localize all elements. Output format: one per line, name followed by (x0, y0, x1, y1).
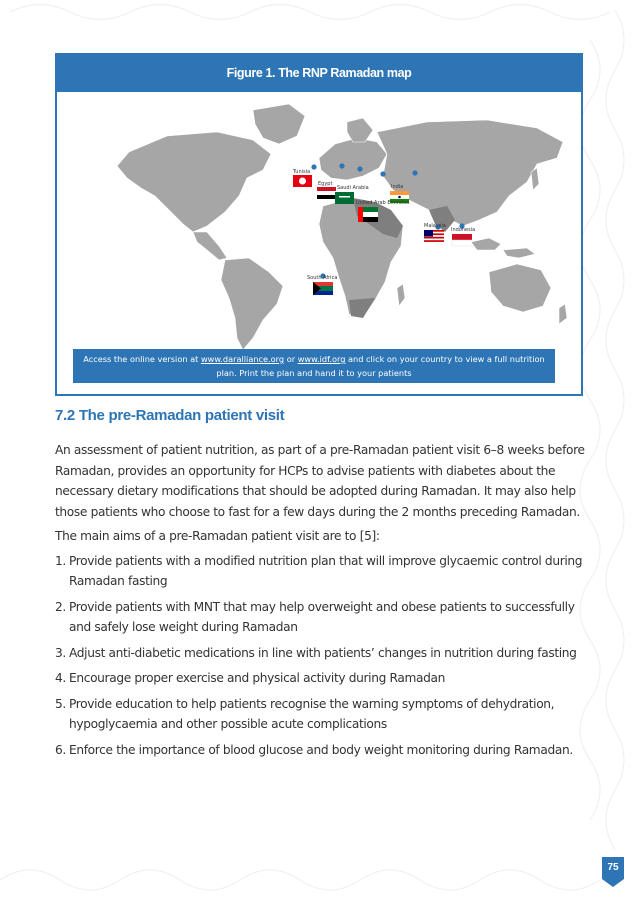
japan (531, 168, 539, 190)
link-daralliance[interactable]: www.daralliance.org (200, 354, 285, 364)
label-tunisia: Tunisia (293, 169, 311, 175)
list-item: 4. Encourage proper exercise and physical activity during Ramadan (55, 671, 445, 685)
section-title: 7.2 The pre-Ramadan patient visit (55, 407, 285, 424)
flag-uae (358, 207, 378, 222)
list-item: 3. Adjust anti-diabetic medications in line with patients’ changes in nutrition during fasting (55, 645, 577, 660)
list-item: 1. Provide patients with a modified nutrition plan that will improve glycaemic control during Ramadan fasting (55, 553, 583, 588)
list-item: 5. Provide education to help patients recognise the warning symptoms of dehydration, hypoglycaemia and other possible acute complications (55, 696, 555, 731)
greenland (253, 104, 305, 144)
figure-title: Figure 1. The RNP Ramadan map (57, 55, 581, 92)
section-body (55, 440, 595, 765)
label-uae: United Arab Emirates (356, 200, 410, 206)
list-item: 2. Provide patients with MNT that may help overweight and obese patients to successfully and safely lose weight during Ramadan (55, 599, 575, 634)
europe (319, 138, 387, 180)
scandinavia (347, 118, 373, 142)
aims-list (55, 551, 595, 761)
figure-ramadan-map (55, 53, 583, 396)
flag-egypt (317, 187, 336, 199)
page-number: 75 (607, 862, 619, 873)
southeast-asia (471, 238, 535, 258)
flag-tunisia (293, 175, 312, 187)
paragraph-2: The main aims of a pre-Ramadan patient visit are to [5]: (55, 529, 380, 543)
label-south-africa: South Africa (307, 275, 338, 281)
label-egypt: Egypt (318, 181, 333, 187)
paragraph-1: An assessment of patient nutrition, as part of a pre-Ramadan patient visit 6–8 weeks before Ramadan, provides an opportunity for HCPs to advise patients with diabetes about the necessary dietary modifications that should be adopted during Ramadan. It may also help those patients who choose to fast for a few days during the 2 months preceding Ramadan. (55, 443, 585, 519)
label-malaysia: Malaysia (424, 223, 446, 229)
figure-note: Access the online version at www.daralliance.org or www.idf.org and click on your country to view a full nutrition plan. Print the plan and hand it to your patients (73, 349, 555, 383)
flag-indonesia (452, 234, 472, 246)
label-saudi-arabia: Saudi Arabia (337, 185, 369, 191)
world-map (57, 92, 581, 352)
list-item: 6. Enforce the importance of blood glucose and body weight monitoring during Ramadan. (55, 742, 573, 757)
highlight-south-africa (349, 298, 375, 318)
flag-saudi-arabia (335, 192, 354, 204)
link-idf[interactable]: www.idf.org (297, 354, 346, 364)
madagascar (397, 284, 405, 306)
australia (489, 264, 551, 312)
flag-south-africa (313, 282, 333, 295)
central-america (193, 232, 227, 260)
label-india: India (391, 184, 404, 190)
flag-malaysia (424, 230, 444, 242)
label-indonesia: Indonesia (451, 227, 476, 233)
north-america (117, 132, 271, 232)
south-america (221, 258, 283, 350)
new-zealand (559, 304, 567, 324)
